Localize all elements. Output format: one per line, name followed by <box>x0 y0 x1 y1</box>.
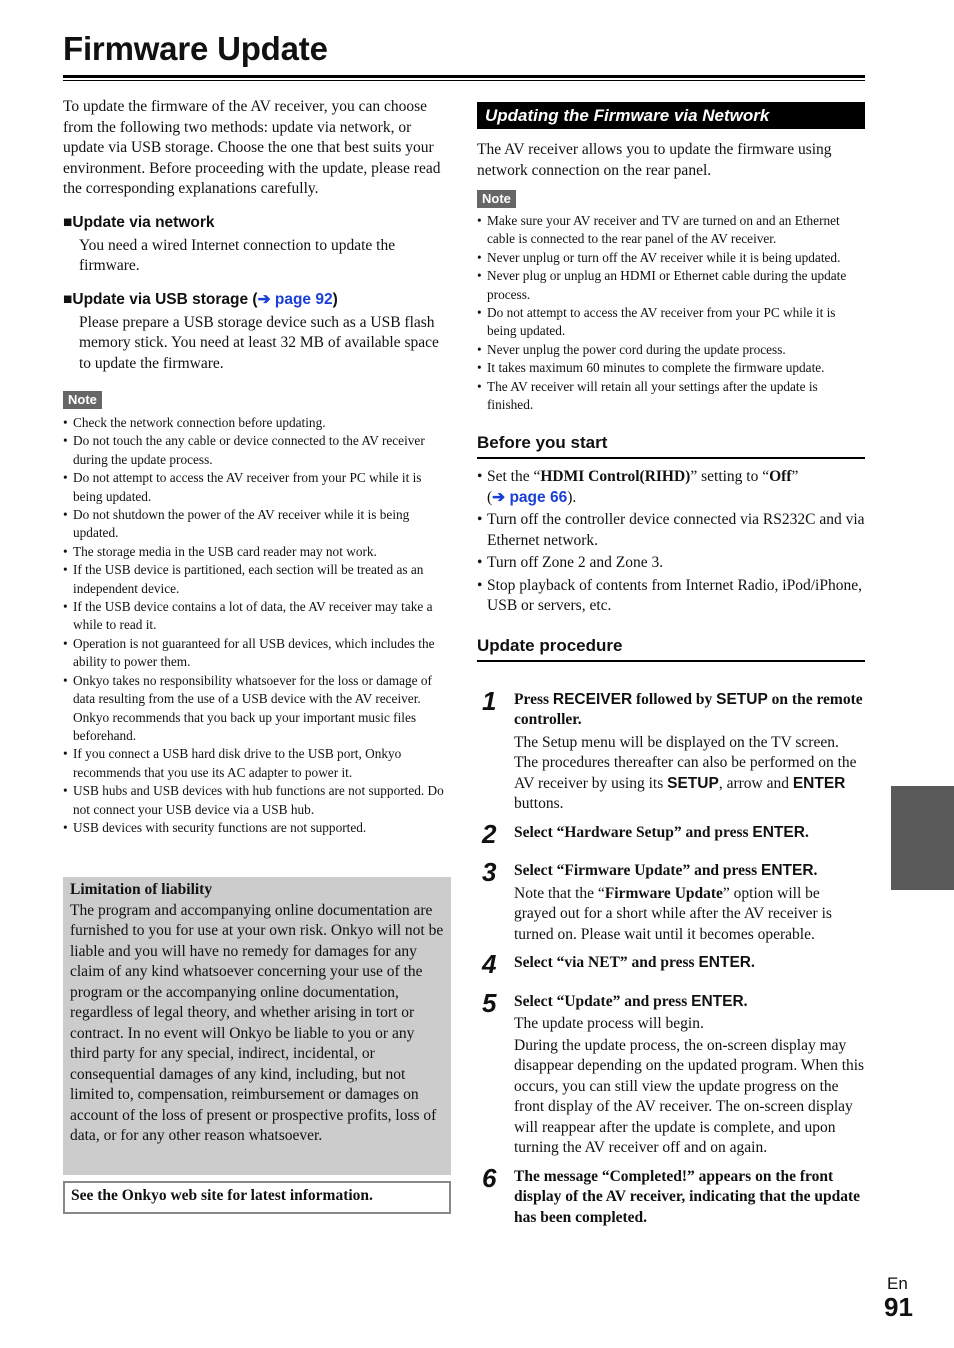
update-via-network-text: You need a wired Internet connection to update the firmware. <box>79 236 396 274</box>
step-number: 6 <box>482 1162 497 1193</box>
step-description: The update process will begin. <box>514 1015 704 1033</box>
setup-key: SETUP <box>667 774 719 792</box>
step-3 <box>477 857 865 945</box>
language-label: En <box>887 1274 908 1293</box>
note-item: • Check the network connection before updating. <box>63 414 451 432</box>
website-notice: See the Onkyo web site for latest information. <box>63 1181 451 1214</box>
step-2 <box>477 818 865 849</box>
liability-text: The program and accompanying online documentation are furnished to you for use at your own risk. Onkyo will not be liable and you will have no remedy for damages for any claim of any kind whatsoever concerning your use of the program or the accompanying online documentation, regardless of legal theory, and whether arising in tort or contract. In no event will Onkyo be liable to you or any third party for any special, indirect, incidental, or consequential damages of any kind, including, but not limited to, compensation, reimbursement or damages on account of the loss of present or prospective profits, loss of data, or for any other reason whatsoever. <box>70 901 444 1144</box>
option-name: Firmware Update <box>604 884 723 902</box>
step-1 <box>477 685 865 815</box>
chapter-tab <box>891 786 954 890</box>
step-instruction: Select “Update” and press ENTER. <box>514 992 748 1010</box>
step-number: 5 <box>482 987 497 1018</box>
note-item: • USB hubs and USB devices with hub functions are not supported. Do not connect your USB device via a USB hub. <box>63 782 451 819</box>
note-item: • If the USB device is partitioned, each section will be treated as an independent device. <box>63 561 451 598</box>
note-item: • Do not attempt to access the AV receiver from your PC while it is being updated. <box>477 304 865 341</box>
setting-name: HDMI Control(RIHD) <box>540 468 691 486</box>
note-item: • Do not attempt to access the AV receiver from your PC while it is being updated. <box>63 469 451 506</box>
receiver-key: RECEIVER <box>552 690 633 708</box>
section-title-bar: Updating the Firmware via Network <box>477 102 865 129</box>
note-item: • Never unplug or turn off the AV receiver while it is being updated. <box>477 249 865 267</box>
note-label: Note <box>477 190 516 208</box>
note-item: • Onkyo takes no responsibility whatsoever for the loss or damage of data resulting from the use of a USB device with the AV receiver. Onkyo recommends that you back up your important music files beforehand. <box>63 672 451 746</box>
step-instruction: Press RECEIVER followed by SETUP on the remote controller. <box>514 690 863 729</box>
step-number: 1 <box>482 685 497 716</box>
note-item: • It takes maximum 60 minutes to complete the firmware update. <box>477 359 865 377</box>
text: ( <box>487 488 493 506</box>
text: ). <box>567 488 577 506</box>
step-instruction: Select “via NET” and press ENTER. <box>514 954 755 972</box>
text: Set the “ <box>487 468 541 486</box>
before-list <box>477 467 865 617</box>
step-5 <box>477 987 865 1159</box>
liability-box <box>63 877 451 1175</box>
page-92-link[interactable]: ➔ page 92 <box>257 290 333 308</box>
enter-key: ENTER <box>691 992 744 1010</box>
note-item: • Do not touch the any cable or device connected to the AV receiver during the update process. <box>63 432 451 469</box>
before-you-start-heading: Before you start <box>477 432 865 459</box>
step-description: During the update process, the on-screen display may disappear depending on the updated program. When this occurs, you can still view the update progress on the front display of the AV receiver. The on-screen display will reappear after the update is complete, and upon turning the AV receiver off and on again. <box>514 1036 865 1157</box>
heading-text: Update via network <box>72 213 215 231</box>
intro-paragraph: To update the firmware of the AV receiver, you can choose from the following two methods: update via network, or update via USB storage. Choose the one that best suits your environment. Before proceeding with the update, please read the corresponding explanations carefully. <box>63 98 441 197</box>
enter-key: ENTER <box>760 862 814 880</box>
page-title: Firmware Update <box>63 30 328 67</box>
before-item <box>477 467 865 508</box>
note-item: • Do not shutdown the power of the AV receiver while it is being updated. <box>63 506 451 543</box>
page-66-link[interactable]: ➔ page 66 <box>492 488 568 506</box>
update-via-network-heading <box>63 213 451 233</box>
right-column <box>477 102 865 1228</box>
update-via-usb-heading <box>63 290 451 310</box>
note-item: • Never plug or unplug an HDMI or Ethernet cable during the update process. <box>477 267 865 304</box>
step-description: The Setup menu will be displayed on the TV screen. The procedures thereafter can also be performed on the AV receiver by using its SETUP, arrow and ENTER buttons. <box>514 733 857 813</box>
liability-heading: Limitation of liability <box>70 881 213 898</box>
title-rule <box>63 75 865 78</box>
before-item: • Turn off the controller device connected via RS232C and via Ethernet network. <box>477 510 865 551</box>
square-bullet-icon: ■ <box>63 290 73 308</box>
network-notes-list <box>477 212 865 414</box>
note-item: • The storage media in the USB card reader may not work. <box>63 543 451 561</box>
update-procedure-heading: Update procedure <box>477 635 865 662</box>
enter-key: ENTER <box>752 823 805 841</box>
note-label: Note <box>63 391 102 409</box>
step-4 <box>477 949 865 980</box>
step-instruction: Select “Firmware Update” and press ENTER. <box>514 862 818 880</box>
step-6 <box>477 1162 865 1229</box>
note-item: • USB devices with security functions are not supported. <box>63 819 451 837</box>
setting-value: Off <box>769 468 792 486</box>
step-description: Note that the “Firmware Update” option will be grayed out for a short while after the AV receiver is turned on. Please wait until it becomes operable. <box>514 884 832 943</box>
before-item: • Turn off Zone 2 and Zone 3. <box>477 553 865 574</box>
text: ” <box>791 468 799 486</box>
update-via-usb-text: Please prepare a USB storage device such as a USB flash memory stick. You need at least 32 MB of available space to update the firmware. <box>79 313 439 372</box>
heading-text-close: ) <box>332 290 338 308</box>
setup-key: SETUP <box>716 690 768 708</box>
step-number: 2 <box>482 818 497 849</box>
page-number: 91 <box>884 1292 913 1322</box>
step-instruction: The message “Completed!” appears on the front display of the AV receiver, indicating that the update has been completed. <box>514 1167 861 1226</box>
enter-key: ENTER <box>792 774 846 792</box>
square-bullet-icon: ■ <box>63 213 73 231</box>
enter-key: ENTER <box>698 954 751 972</box>
note-item: • If you connect a USB hard disk drive to the USB port, Onkyo recommends that you use its AC adapter to power it. <box>63 745 451 782</box>
left-column <box>63 97 451 837</box>
step-instruction: Select “Hardware Setup” and press ENTER. <box>514 823 809 841</box>
text: ” setting to “ <box>690 468 770 486</box>
left-notes-list <box>63 414 451 837</box>
note-item: • If the USB device contains a lot of data, the AV receiver may take a while to read it. <box>63 598 451 635</box>
heading-text: Update via USB storage ( <box>72 290 258 308</box>
step-number: 3 <box>482 857 497 888</box>
title-rule-thin <box>63 80 865 81</box>
note-item: • The AV receiver will retain all your settings after the update is finished. <box>477 378 865 415</box>
step-number: 4 <box>482 949 497 980</box>
note-item: • Never unplug the power cord during the update process. <box>477 341 865 359</box>
note-item: • Operation is not guaranteed for all USB devices, which includes the ability to power them. <box>63 635 451 672</box>
note-item: • Make sure your AV receiver and TV are turned on and an Ethernet cable is connected to the rear panel of the AV receiver. <box>477 212 865 249</box>
before-item: • Stop playback of contents from Internet Radio, iPod/iPhone, USB or servers, etc. <box>477 576 865 617</box>
network-intro: The AV receiver allows you to update the firmware using network connection on the rear panel. <box>477 141 832 179</box>
